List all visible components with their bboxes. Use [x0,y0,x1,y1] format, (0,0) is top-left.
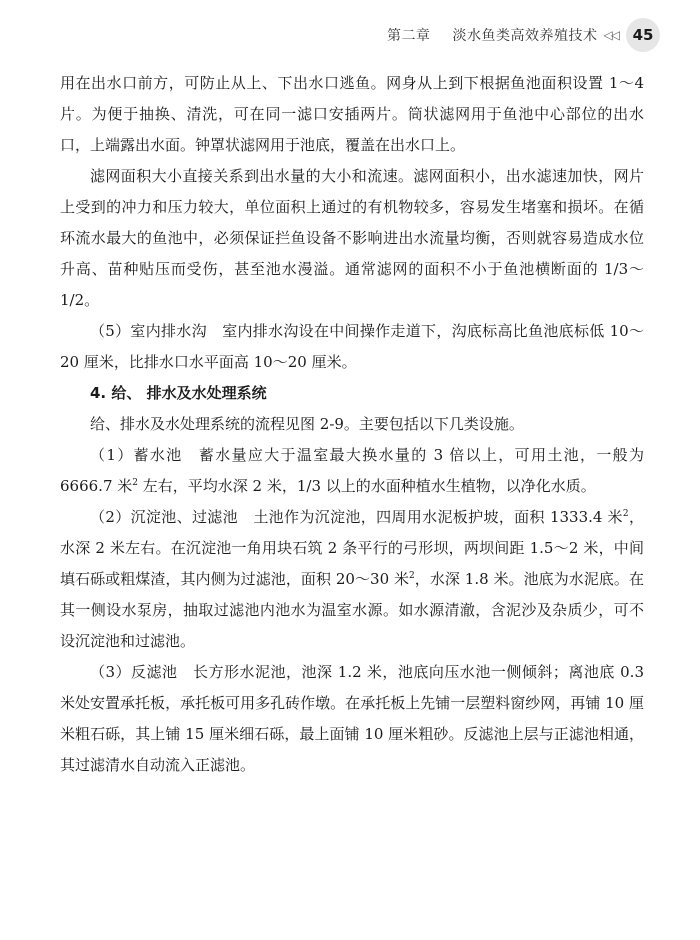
text-segment: ，水深 2 米左右。在沉淀池一角用块石筑 2 条平行的弓形坝，两坝间距 1.5～2 米，中间填石砾或粗煤渣，其内侧为过滤池，面积 20～30 米 [60,508,644,588]
paragraph-reverse-filter: （3）反滤池 长方形水泥池，池深 1.2 米，池底向压水池一侧倾斜；离池底 0.3 米处安置承托板，承托板可用多孔砖作墩。在承托板上先铺一层塑料窗纱网，再铺 10 厘米粗石砾，其上铺 15 厘米细石砾，最上面铺 10 厘米粗砂。反滤池上层与正滤池相通，其过滤清水自动流入正滤池。 [60,663,644,774]
paragraph-sedimentation-pond [60,502,644,657]
paragraph-system-intro: 给、排水及水处理系统的流程见图 2-9。主要包括以下几类设施。 [90,415,524,433]
text-segment: （1）蓄水池 蓄水量应大于温室最大换水量的 3 倍以上，可用土池，一般为 6666.7 米 [60,446,644,495]
paragraph-storage-pond [60,440,644,502]
section-heading: 4. 给、 排水及水处理系统 [90,384,267,402]
paragraph-filter-area: 滤网面积大小直接关系到出水量的大小和流速。滤网面积小，出水滤速加快，网片上受到的冲力和压力较大，单位面积上通过的有机物较多，容易发生堵塞和损坏。在循环流水最大的鱼池中，必须保证拦鱼设备不影响进出水流量均衡，否则就容易造成水位升高、苗种贴压而受伤，甚至池水漫溢。通常滤网的面积不小于鱼池横断面的 1/3～1/2。 [60,167,644,309]
text-segment: 左右，平均水深 2 米，1/3 以上的水面种植水生植物，以净化水质。 [138,477,596,495]
chapter-label: 第二章 [387,28,431,44]
superscript: 2 [409,571,415,581]
page-header [0,18,660,52]
double-arrow-icon: ◁◁ [603,28,618,42]
page-body [60,68,644,781]
superscript: 2 [132,478,138,488]
text-segment: ，水深 1.8 米。池底为水泥底。在其一侧设水泵房，抽取过滤池内池水为温室水源。如水源清澈，含泥沙及杂质少，可不设沉淀池和过滤池。 [60,570,644,650]
text-segment: （2）沉淀池、过滤池 土池作为沉淀池，四周用水泥板护坡，面积 1333.4 米 [90,508,623,526]
book-subject: 淡水鱼类高效养殖技术 [452,28,598,44]
superscript: 2 [622,509,629,519]
page-number: 45 [626,18,660,52]
paragraph-continuation: 用在出水口前方，可防止从上、下出水口逃鱼。网身从上到下根据鱼池面积设置 1～4 片。为便于抽换、清洗，可在同一滤口安插两片。筒状滤网用于鱼池中心部位的出水口，上端露出水面。钟罩状滤网用于池底，覆盖在出水口上。 [60,74,644,154]
paragraph-indoor-drain: （5）室内排水沟 室内排水沟设在中间操作走道下，沟底标高比鱼池底标低 10～20 厘米，比排水口水平面高 10～20 厘米。 [60,322,644,371]
